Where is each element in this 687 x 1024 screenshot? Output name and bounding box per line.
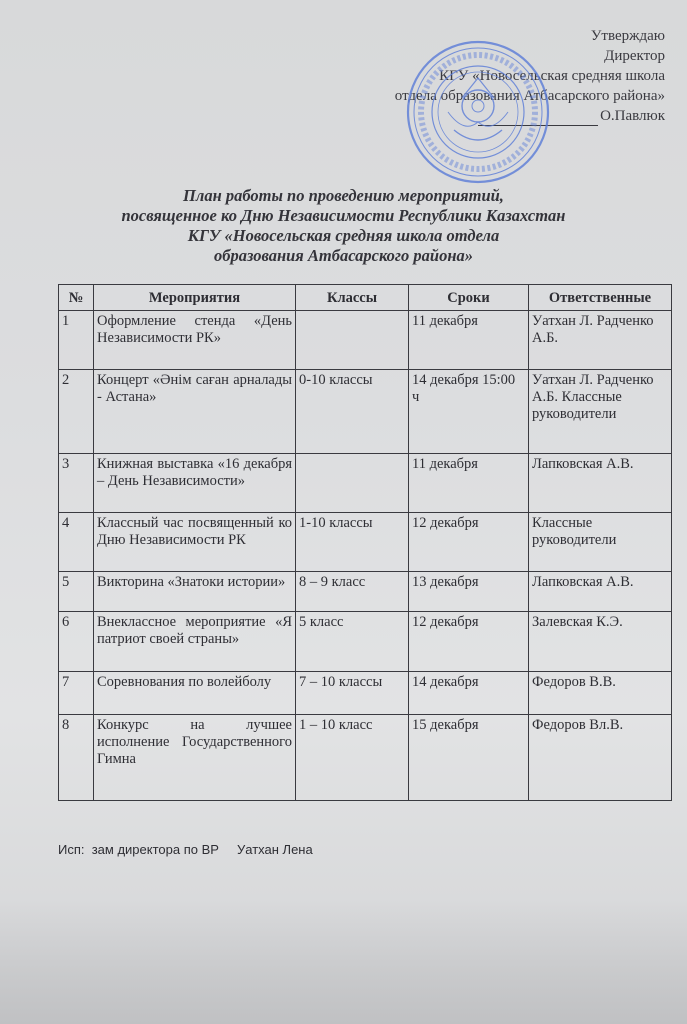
row-event: Концерт «Әнім саған арналады - Астана» — [94, 370, 296, 454]
table-row — [59, 672, 672, 715]
row-classes: 1-10 классы — [296, 513, 409, 572]
row-event: Классный час посвященный ко Дню Независимости РК — [94, 513, 296, 572]
row-dates: 12 декабря — [409, 612, 529, 672]
row-dates: 15 декабря — [409, 715, 529, 801]
header-responsible: Ответственные — [529, 285, 672, 311]
row-event: Книжная выставка «16 декабря – День Независимости» — [94, 454, 296, 513]
row-classes: 5 класс — [296, 612, 409, 672]
row-num: 3 — [59, 454, 94, 513]
row-responsible: Залевская К.Э. — [529, 612, 672, 672]
header-dates: Сроки — [409, 285, 529, 311]
table-row — [59, 612, 672, 672]
header-event: Мероприятия — [94, 285, 296, 311]
row-classes: 8 – 9 класс — [296, 572, 409, 612]
row-responsible: Классные руководители — [529, 513, 672, 572]
table-row — [59, 715, 672, 801]
row-num: 4 — [59, 513, 94, 572]
row-classes: 7 – 10 классы — [296, 672, 409, 715]
row-responsible: Федоров Вл.В. — [529, 715, 672, 801]
row-responsible: Федоров В.В. — [529, 672, 672, 715]
row-event: Конкурс на лучшее исполнение Государственного Гимна — [94, 715, 296, 801]
approval-line-2: Директор — [604, 48, 665, 64]
approval-signature-name: О.Павлюк — [600, 108, 665, 124]
executor-note — [58, 842, 313, 857]
executor-name: Уатхан Лена — [237, 842, 313, 857]
row-responsible: Уатхан Л. Радченко А.Б. Классные руководители — [529, 370, 672, 454]
official-seal-stamp — [404, 38, 552, 186]
approval-line-4: отдела образования Атбасарского района» — [394, 88, 665, 104]
row-dates: 11 декабря — [409, 454, 529, 513]
row-dates: 13 декабря — [409, 572, 529, 612]
title-line-1: План работы по проведению мероприятий, — [183, 186, 504, 205]
row-num: 8 — [59, 715, 94, 801]
row-event: Соревнования по волейболу — [94, 672, 296, 715]
row-classes: 1 – 10 класс — [296, 715, 409, 801]
table-row — [59, 311, 672, 370]
executor-prefix: Исп: зам директора по ВР — [58, 842, 219, 857]
title-line-3: КГУ «Новосельская средняя школа отдела — [187, 226, 500, 245]
row-responsible: Лапковская А.В. — [529, 454, 672, 513]
title-line-4: образования Атбасарского района» — [213, 246, 473, 265]
row-dates: 14 декабря 15:00 ч — [409, 370, 529, 454]
row-responsible: Лапковская А.В. — [529, 572, 672, 612]
table-row — [59, 513, 672, 572]
row-event: Внеклассное мероприятие «Я патриот своей страны» — [94, 612, 296, 672]
row-classes: 0-10 классы — [296, 370, 409, 454]
approval-line-3: КГУ «Новосельская средняя школа — [439, 68, 665, 84]
row-responsible: Уатхан Л. Радченко А.Б. — [529, 311, 672, 370]
title-line-2: посвященное ко Дню Независимости Республики Казахстан — [121, 206, 566, 225]
row-dates: 12 декабря — [409, 513, 529, 572]
table-row — [59, 370, 672, 454]
row-event: Викторина «Знатоки истории» — [94, 572, 296, 612]
header-num: № — [59, 285, 94, 311]
row-num: 2 — [59, 370, 94, 454]
events-table — [58, 284, 672, 801]
row-num: 6 — [59, 612, 94, 672]
row-classes — [296, 311, 409, 370]
row-classes — [296, 454, 409, 513]
header-classes: Классы — [296, 285, 409, 311]
row-num: 5 — [59, 572, 94, 612]
row-dates: 14 декабря — [409, 672, 529, 715]
document-title — [0, 186, 687, 266]
table-row — [59, 454, 672, 513]
table-header-row — [59, 285, 672, 311]
approval-line-1: Утверждаю — [590, 28, 665, 44]
paper-shadow — [0, 900, 687, 1024]
row-event: Оформление стенда «День Независимости РК» — [94, 311, 296, 370]
row-num: 1 — [59, 311, 94, 370]
table-row — [59, 572, 672, 612]
row-dates: 11 декабря — [409, 311, 529, 370]
row-num: 7 — [59, 672, 94, 715]
